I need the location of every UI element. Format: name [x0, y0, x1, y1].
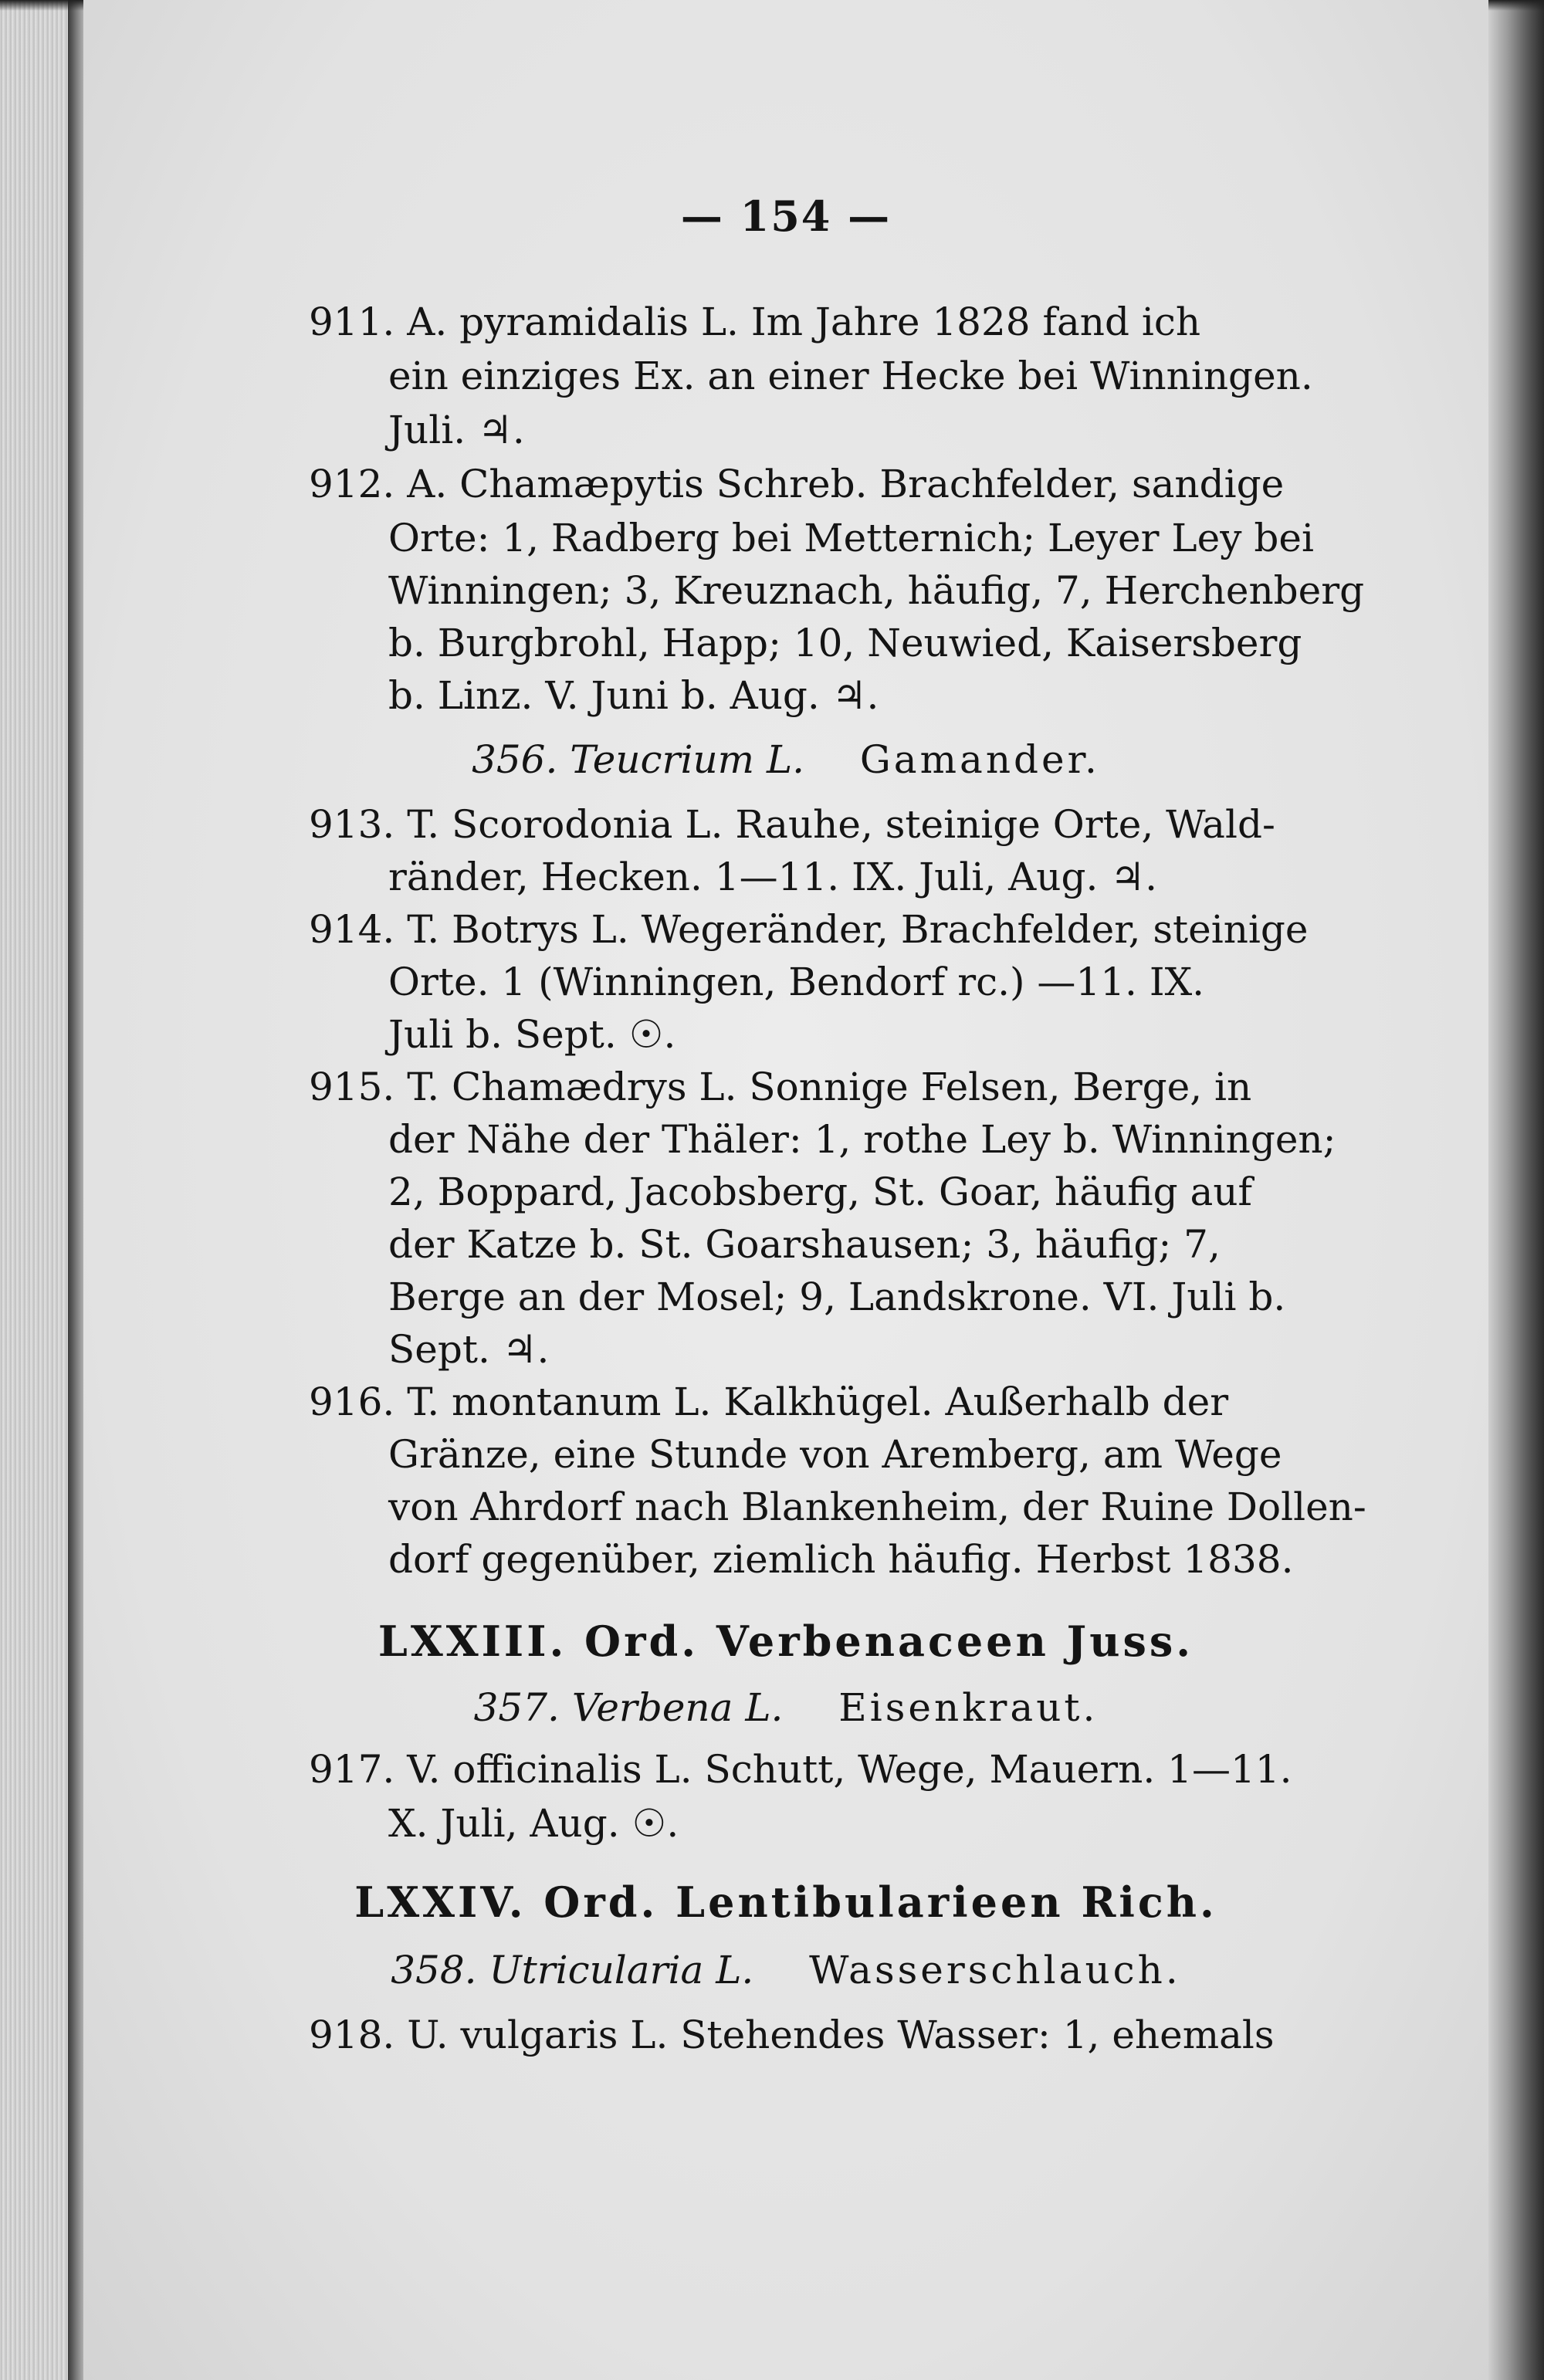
entry-911-line-2: ein einziges Ex. an einer Hecke bei Winningen.: [388, 354, 1313, 398]
entry-912-line-4: b. Burgbrohl, Happ; 10, Neuwied, Kaisersberg: [388, 621, 1302, 665]
entry-915-line-6: Sept. ♃.: [388, 1327, 550, 1372]
entry-915-line-1: 915. T. Chamædrys L. Sonnige Felsen, Berge, in: [309, 1065, 1252, 1109]
entry-917-line-2: X. Juli, Aug. ☉.: [388, 1801, 679, 1846]
genus-357-heading: [83, 1683, 1488, 1732]
entry-916-line-2: Gränze, eine Stunde von Aremberg, am Wege: [388, 1432, 1282, 1477]
entry-915-line-2: der Nähe der Thäler: 1, rothe Ley b. Winningen;: [388, 1117, 1336, 1162]
genus-356-german: Gamander.: [859, 737, 1100, 782]
page: [83, 0, 1488, 2380]
entry-912-line-2: Orte: 1, Radberg bei Metternich; Leyer Ley bei: [388, 516, 1314, 560]
book-right-edge: [1488, 0, 1544, 2380]
order-74-heading: LXXIV. Ord. Lentibularieen Rich.: [354, 1877, 1217, 1927]
genus-356-heading: [83, 735, 1488, 784]
genus-358-latin: 358. Utricularia L.: [391, 1948, 754, 1992]
entry-914-line-2: Orte. 1 (Winningen, Bendorf rc.) —11. IX.: [388, 960, 1205, 1004]
entry-915-line-3: 2, Boppard, Jacobsberg, St. Goar, häufig auf: [388, 1170, 1253, 1214]
genus-357-german: Eisenkraut.: [838, 1685, 1099, 1730]
entry-911-line-1: 911. A. pyramidalis L. Im Jahre 1828 fand ich: [309, 300, 1201, 344]
entry-918-line-1: 918. U. vulgaris L. Stehendes Wasser: 1, ehemals: [309, 2013, 1275, 2057]
entry-916-line-4: dorf gegenüber, ziemlich häufig. Herbst 1838.: [388, 1537, 1294, 1582]
entry-912-line-3: Winningen; 3, Kreuznach, häufig, 7, Herchenberg: [388, 568, 1365, 613]
entry-914-line-1: 914. T. Botrys L. Wegeränder, Brachfelder, steinige: [309, 907, 1309, 952]
genus-358-heading: [83, 1945, 1488, 1995]
entry-914-line-3: Juli b. Sept. ☉.: [388, 1012, 676, 1057]
order-73-heading: LXXIII. Ord. Verbenaceen Juss.: [378, 1617, 1194, 1666]
genus-358-german: Wasserschlauch.: [809, 1948, 1181, 1992]
entry-913-line-2: ränder, Hecken. 1—11. IX. Juli, Aug. ♃.: [388, 855, 1157, 899]
entry-917-line-1: 917. V. officinalis L. Schutt, Wege, Mauern. 1—11.: [309, 1747, 1292, 1792]
genus-357-latin: 357. Verbena L.: [473, 1685, 784, 1730]
entry-916-line-1: 916. T. montanum L. Kalkhügel. Außerhalb der: [309, 1380, 1229, 1424]
entry-916-line-3: von Ahrdorf nach Blankenheim, der Ruine Dollen-: [388, 1485, 1366, 1529]
book-page-edges: [0, 0, 73, 2380]
genus-356-latin: 356. Teucrium L.: [472, 737, 805, 782]
entry-913-line-1: 913. T. Scorodonia L. Rauhe, steinige Orte, Wald-: [309, 802, 1275, 847]
entry-915-line-4: der Katze b. St. Goarshausen; 3, häufig; 7,: [388, 1222, 1221, 1267]
page-number: — 154 —: [680, 191, 892, 241]
entry-912-line-5: b. Linz. V. Juni b. Aug. ♃.: [388, 673, 879, 718]
entry-912-line-1: 912. A. Chamæpytis Schreb. Brachfelder, sandige: [309, 462, 1285, 506]
entry-911-line-3: Juli. ♃.: [388, 408, 525, 452]
book-gutter: [68, 0, 85, 2380]
entry-915-line-5: Berge an der Mosel; 9, Landskrone. VI. Juli b.: [388, 1275, 1286, 1319]
